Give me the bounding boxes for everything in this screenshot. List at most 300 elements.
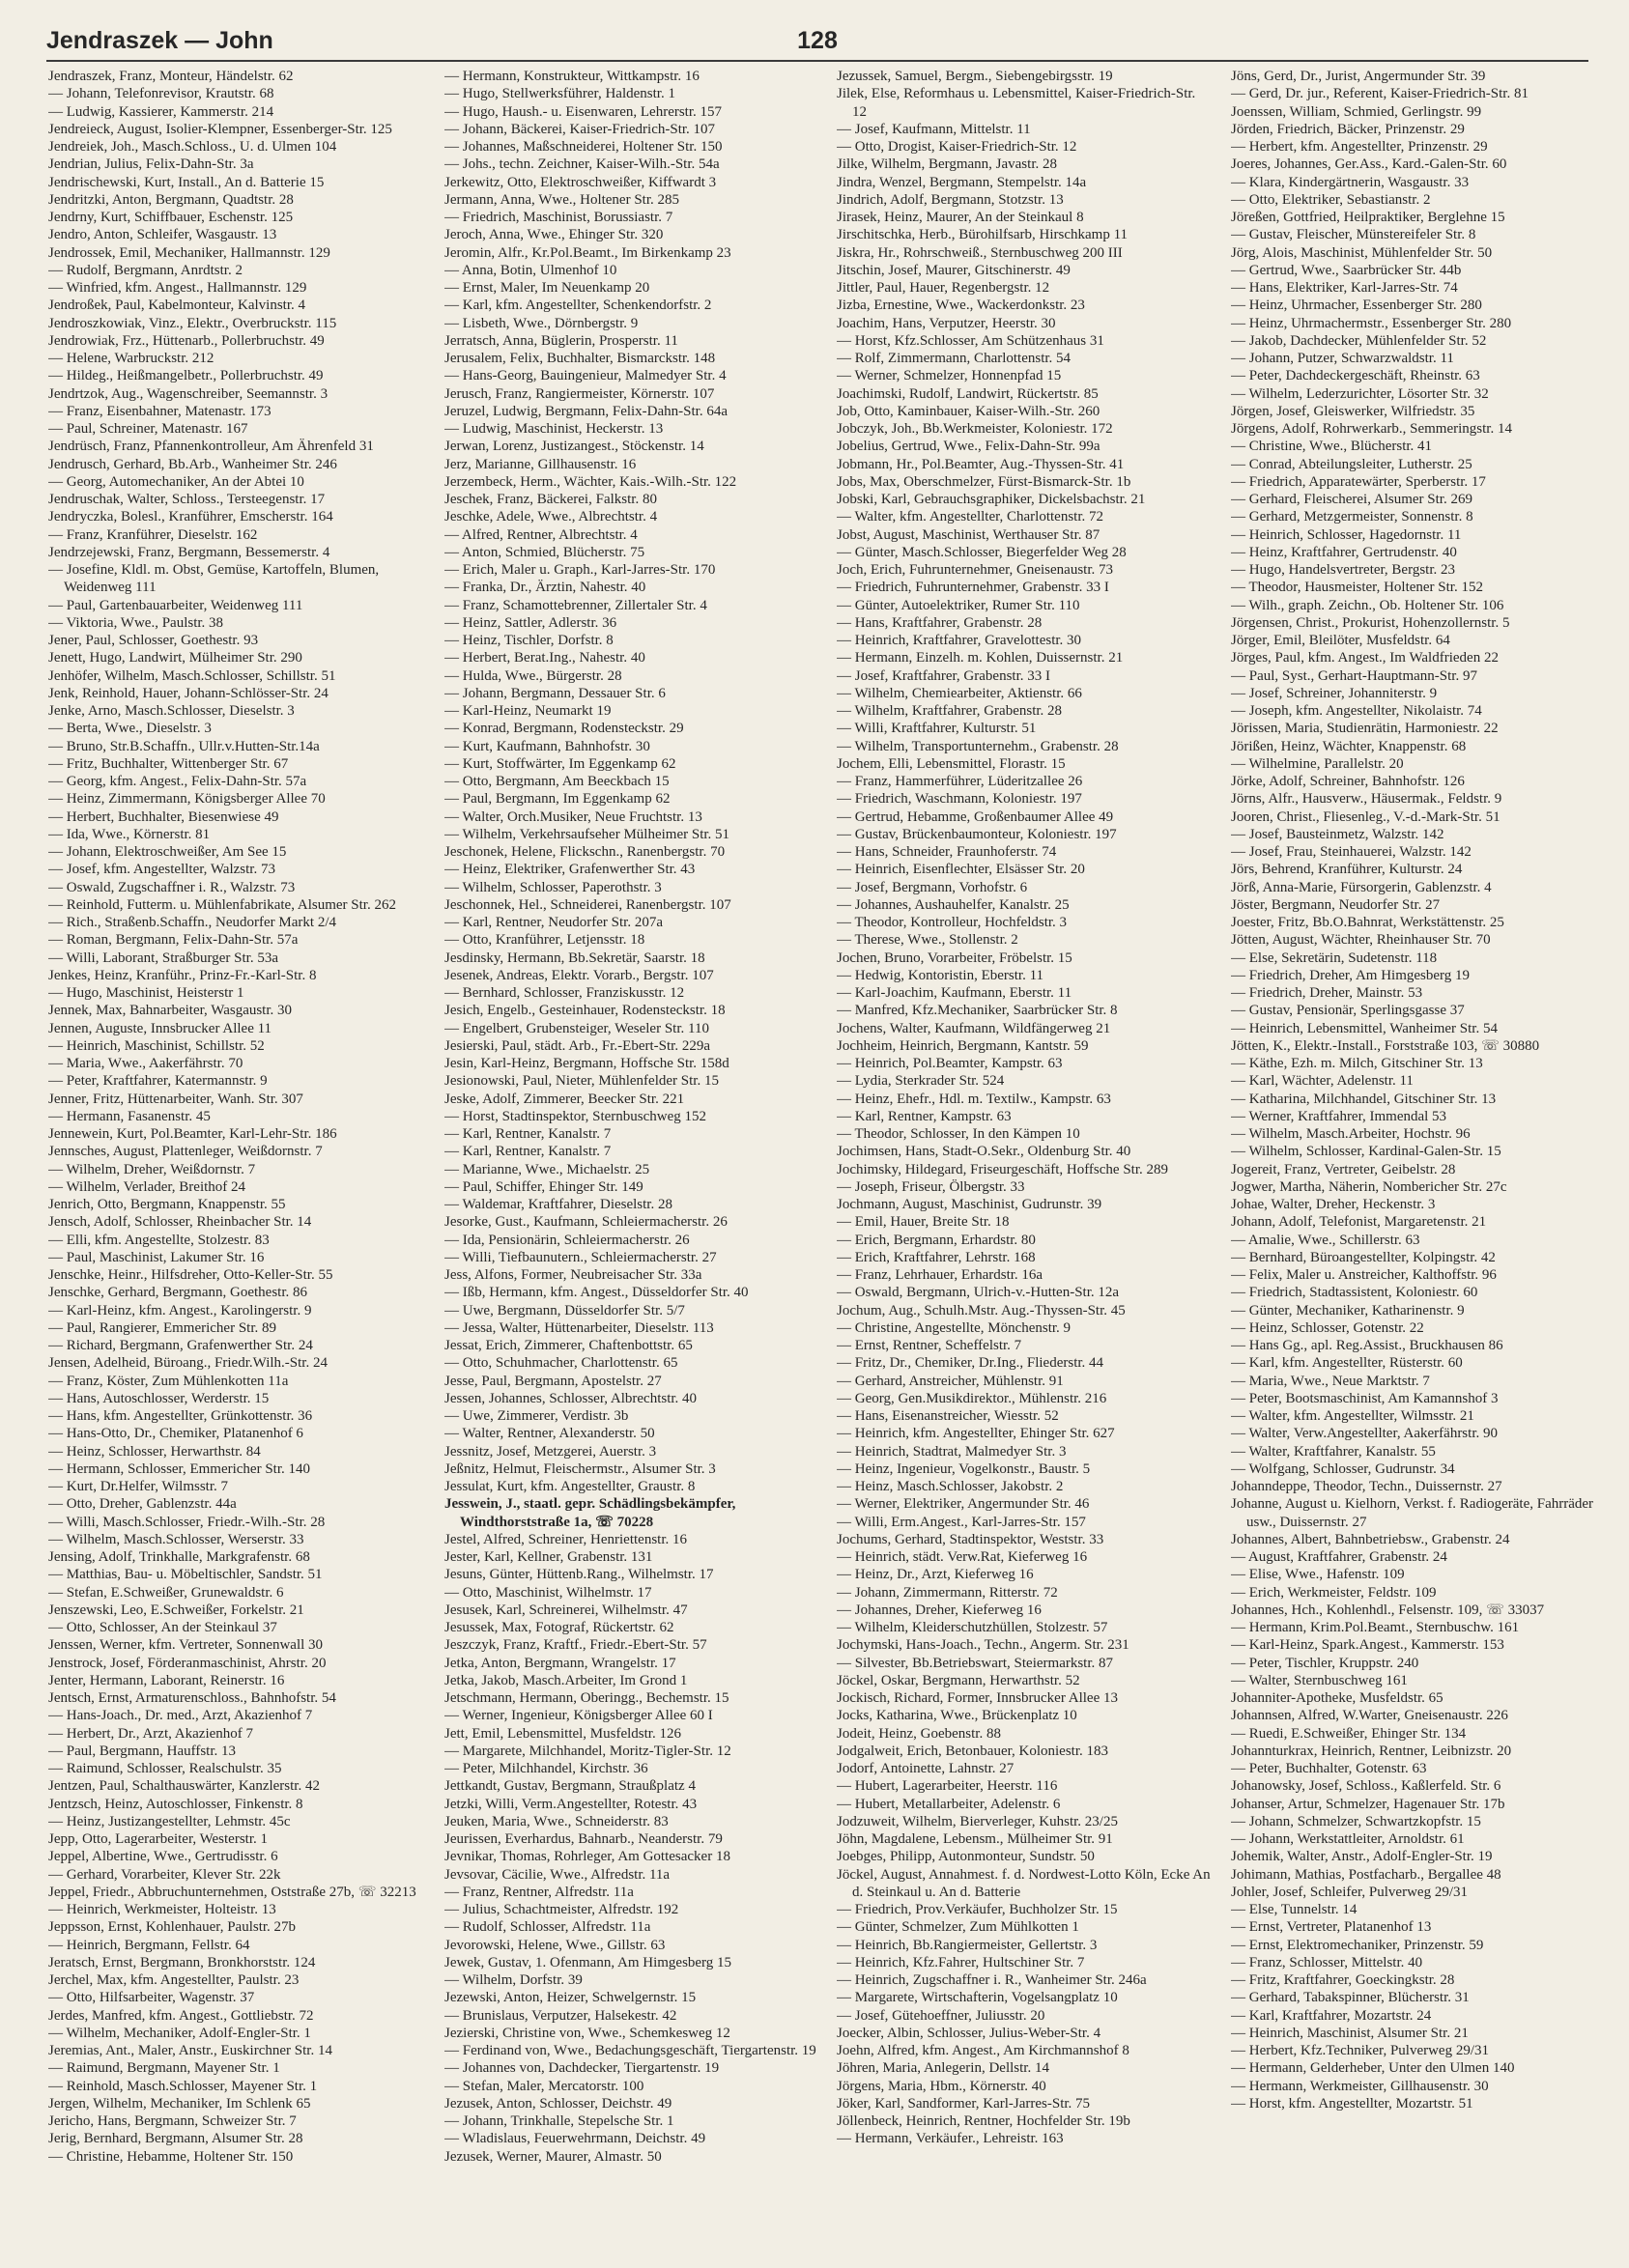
directory-entry: Jenstrock, Josef, Förderanmaschinist, Ahrstr. 20 — [48, 1655, 327, 1671]
directory-entry: — Josefine, Kldl. m. Obst, Gemüse, Kartoffeln, Blumen, Weidenweg 111 — [48, 562, 380, 596]
directory-entry: Jepp, Otto, Lagerarbeiter, Westerstr. 1 — [48, 1831, 269, 1847]
directory-entry: Jendrüsch, Franz, Pfannenkontrolleur, Am Ährenfeld 31 — [48, 439, 374, 455]
directory-entry: — Heinrich, Maschinist, Alsumer Str. 21 — [1231, 2025, 1469, 2041]
directory-entry: Johler, Josef, Schleifer, Pulverweg 29/31 — [1231, 1884, 1468, 1900]
directory-entry: — Ruedi, E.Schweißer, Ehinger Str. 134 — [1231, 1725, 1467, 1742]
directory-entry: — Heinrich, Bergmann, Fellstr. 64 — [48, 1937, 250, 1953]
directory-entry: Jirschitschka, Herb., Bürohilfsarb, Hirschkamp 11 — [837, 227, 1129, 243]
directory-entry: Jobczyk, Joh., Bb.Werkmeister, Koloniestr. 172 — [837, 421, 1113, 437]
directory-entry: — Walter, Kraftfahrer, Kanalstr. 55 — [1231, 1443, 1436, 1460]
directory-entry: Jesich, Engelb., Gesteinhauer, Rodensteckstr. 18 — [444, 1003, 726, 1019]
directory-entry: — Otto, Hilfsarbeiter, Wagenstr. 37 — [48, 1990, 255, 2006]
directory-entry: — Konrad, Bergmann, Rodensteckstr. 29 — [444, 721, 684, 737]
directory-entry: Johanne, August u. Kielhorn, Verkst. f. Radiogeräte, Fahrräder usw., Duissernstr. 27 — [1231, 1496, 1594, 1530]
directory-entry: Johimann, Mathias, Postfacharb., Bergallee 48 — [1231, 1866, 1501, 1883]
directory-entry: Jendrossek, Emil, Mechaniker, Hallmannstr. 129 — [48, 244, 330, 261]
directory-entry: — Reinhold, Futterm. u. Mühlenfabrikate, Alsumer Str. 262 — [48, 896, 396, 913]
directory-entry: — Heinz, Ingenieur, Vogelkonstr., Baustr. 5 — [837, 1460, 1091, 1477]
directory-entry: — Heinz, Elektriker, Grafenwerther Str. 43 — [444, 862, 696, 878]
directory-entry: — Gerd, Dr. jur., Referent, Kaiser-Friedrich-Str. 81 — [1231, 86, 1529, 102]
directory-entry: — Werner, Kraftfahrer, Immendal 53 — [1231, 1108, 1447, 1124]
directory-entry: Jerz, Marianne, Gillhausenstr. 16 — [444, 456, 637, 472]
directory-entry: — Lisbeth, Wwe., Dörnbergstr. 9 — [444, 315, 639, 331]
directory-entry: Jochem, Elli, Lebensmittel, Florastr. 15 — [837, 755, 1066, 772]
directory-entry: Jörger, Emil, Bleilöter, Musfeldstr. 64 — [1231, 633, 1450, 648]
directory-entry: — Bernhard, Büroangestellter, Kolpingstr. 42 — [1231, 1249, 1496, 1265]
directory-entry: — Georg, Automechaniker, An der Abtei 10 — [48, 473, 304, 490]
directory-entry: Jenschke, Heinr., Hilfsdreher, Otto-Keller-Str. 55 — [48, 1267, 333, 1283]
directory-entry: Jendruschak, Walter, Schloss., Tersteegenstr. 17 — [48, 492, 326, 507]
directory-entry: — Heinz, Uhrmacher, Essenberger Str. 280 — [1231, 298, 1482, 314]
directory-entry: Jendrzejewski, Franz, Bergmann, Bessemerstr. 4 — [48, 544, 330, 560]
directory-entry: Jendrowiak, Frz., Hüttenarb., Pollerbruchstr. 49 — [48, 332, 325, 349]
directory-entry: Jevnikar, Thomas, Rohrleger, Am Gottesacker 18 — [444, 1849, 730, 1865]
directory-entry: — Hans-Otto, Dr., Chemiker, Platanenhof 6 — [48, 1426, 303, 1442]
directory-entry: Jeppsson, Ernst, Kohlenhauer, Paulstr. 27b — [48, 1919, 297, 1936]
directory-entry: — Else, Tunnelstr. 14 — [1231, 1902, 1358, 1917]
directory-entry: Jevorowski, Helene, Wwe., Gillstr. 63 — [444, 1937, 666, 1953]
directory-entry: — Hubert, Lagerarbeiter, Heerstr. 116 — [837, 1778, 1058, 1795]
directory-entry: Johannes, Hch., Kohlenhdl., Felsenstr. 109, ☏ 33037 — [1231, 1602, 1545, 1618]
directory-entry: Jockisch, Richard, Former, Innsbrucker Allee 13 — [837, 1690, 1118, 1706]
directory-entry: — Kurt, Kaufmann, Bahnhofstr. 30 — [444, 738, 650, 754]
directory-entry: — Peter, Bootsmaschinist, Am Kamannshof 3 — [1231, 1390, 1499, 1406]
directory-entry: — Joseph, Friseur, Ölbergstr. 33 — [837, 1178, 1025, 1195]
directory-entry: — Heinz, Zimmermann, Königsberger Allee 70 — [48, 791, 326, 808]
directory-entry: Jendroszkowiak, Vinz., Elektr., Overbruckstr. 115 — [48, 315, 337, 331]
directory-entry: — Hermann, Krim.Pol.Beamt., Sternbuschw. 161 — [1231, 1620, 1520, 1635]
directory-entry: — Hugo, Stellwerksführer, Haldenstr. 1 — [444, 86, 675, 102]
directory-entry: — Erich, Werkmeister, Feldstr. 109 — [1231, 1584, 1437, 1601]
directory-entry: — Theodor, Hausmeister, Holtener Str. 152 — [1231, 580, 1483, 596]
directory-entry: — Otto, Kranführer, Letjensstr. 18 — [444, 932, 645, 949]
directory-entry: Jöllenbeck, Heinrich, Rentner, Hochfelder Str. 19b — [837, 2113, 1130, 2129]
directory-entry: — Heinz, Justizangestellter, Lehmstr. 45c — [48, 1813, 291, 1829]
directory-entry: — Raimund, Schlosser, Realschulstr. 35 — [48, 1761, 282, 1776]
directory-entry: — Ernst, Maler, Im Neuenkamp 20 — [444, 280, 650, 296]
directory-entry: — Wladislaus, Feuerwehrmann, Deichstr. 49 — [444, 2131, 706, 2147]
directory-entry: Jodzuweit, Wilhelm, Bierverleger, Kuhstr. 23/25 — [837, 1813, 1118, 1829]
directory-entry: — Josef, Schreiner, Johanniterstr. 9 — [1231, 685, 1438, 701]
directory-entry: — Gustav, Brückenbaumonteur, Koloniestr. 197 — [837, 826, 1117, 842]
directory-entry: — Fritz, Kraftfahrer, Goeckingkstr. 28 — [1231, 1972, 1455, 1988]
directory-entry: — Otto, Elektriker, Sebastianstr. 2 — [1231, 191, 1431, 208]
directory-entry: — Stefan, E.Schweißer, Grunewaldstr. 6 — [48, 1584, 284, 1601]
directory-entry: — Gertrud, Hebamme, Großenbaumer Allee 49 — [837, 808, 1114, 825]
directory-entry: — Johannes, Aushauhelfer, Kanalstr. 25 — [837, 896, 1070, 913]
directory-entry: — Hermann, Fasanenstr. 45 — [48, 1108, 211, 1124]
directory-entry: Jenssen, Werner, kfm. Vertreter, Sonnenwall 30 — [48, 1637, 324, 1654]
directory-entry: — Willi, Erm.Angest., Karl-Jarres-Str. 157 — [837, 1514, 1086, 1530]
directory-entry: Jericho, Hans, Bergmann, Schweizer Str. 7 — [48, 2113, 297, 2129]
directory-entry: Jetka, Jakob, Masch.Arbeiter, Im Grond 1 — [444, 1672, 688, 1688]
directory-entry: Jöster, Bergmann, Neudorfer Str. 27 — [1231, 896, 1441, 913]
directory-entry: — August, Kraftfahrer, Grabenstr. 24 — [1231, 1549, 1447, 1565]
directory-entry: — Peter, Tischler, Kruppstr. 240 — [1231, 1655, 1419, 1671]
column-1 — [48, 68, 423, 2251]
directory-entry: Jenke, Arno, Masch.Schlosser, Dieselstr. 3 — [48, 703, 295, 719]
directory-entry: Jesdinsky, Hermann, Bb.Sekretär, Saarstr. 18 — [444, 950, 705, 966]
directory-entry: — Otto, Dreher, Gablenzstr. 44a — [48, 1496, 237, 1513]
directory-entry: Jörden, Friedrich, Bäcker, Prinzenstr. 29 — [1231, 121, 1465, 137]
directory-entry: Jendryczka, Bolesl., Kranführer, Emscherstr. 164 — [48, 509, 333, 525]
directory-entry: Jeske, Adolf, Zimmerer, Beecker Str. 221 — [444, 1091, 685, 1107]
column-2 — [444, 68, 819, 2251]
directory-entry: — Paul, Bergmann, Hauffstr. 13 — [48, 1743, 237, 1759]
directory-entry: — Paul, Bergmann, Im Eggenkamp 62 — [444, 791, 671, 808]
directory-entry: Johanndeppe, Theodor, Techn., Duissernstr. 27 — [1231, 1479, 1502, 1494]
directory-entry: — Gertrud, Wwe., Saarbrücker Str. 44b — [1231, 262, 1462, 278]
directory-entry: — Wilhelmine, Parallelstr. 20 — [1231, 755, 1404, 772]
directory-entry: — Johann, Bergmann, Dessauer Str. 6 — [444, 685, 666, 701]
directory-entry: — Wilhelm, Schlosser, Paperothstr. 3 — [444, 879, 662, 895]
directory-entry: — Willi, Masch.Schlosser, Friedr.-Wilh.-Str. 28 — [48, 1514, 326, 1530]
directory-entry: Jerkewitz, Otto, Elektroschweißer, Kiffwardt 3 — [444, 174, 717, 190]
directory-entry: Jendrny, Kurt, Schiffbauer, Eschenstr. 125 — [48, 210, 294, 225]
directory-entry: Jennewein, Kurt, Pol.Beamter, Karl-Lehr-Str. 186 — [48, 1126, 337, 1142]
directory-entry: — Josef, Kraftfahrer, Grabenstr. 33 I — [837, 667, 1050, 684]
directory-entry: — Uwe, Bergmann, Düsseldorfer Str. 5/7 — [444, 1302, 685, 1318]
directory-entry: Jeurissen, Everhardus, Bahnarb., Neanderstr. 79 — [444, 1831, 723, 1847]
directory-entry: Jessen, Johannes, Schlosser, Albrechtstr. 40 — [444, 1390, 698, 1406]
directory-entry: — Erich, Bergmann, Erhardstr. 80 — [837, 1232, 1036, 1248]
directory-entry: — Maria, Wwe., Aakerfährstr. 70 — [48, 1056, 243, 1071]
directory-entry: — Hans, Elektriker, Karl-Jarres-Str. 74 — [1231, 280, 1458, 296]
directory-entry: — Georg, Gen.Musikdirektor., Mühlenstr. 216 — [837, 1390, 1107, 1406]
directory-entry: — Günter, Mechaniker, Katharinenstr. 9 — [1231, 1302, 1465, 1318]
directory-entry: — Walter, kfm. Angestellter, Charlottenstr. 72 — [837, 509, 1104, 525]
directory-entry: — Peter, Buchhalter, Gotenstr. 63 — [1231, 1761, 1427, 1776]
directory-entry: — Else, Sekretärin, Sudetenstr. 118 — [1231, 950, 1438, 966]
directory-entry: — Hans, Kraftfahrer, Grabenstr. 28 — [837, 614, 1043, 631]
directory-entry: — Jakob, Dachdecker, Mühlenfelder Str. 52 — [1231, 332, 1487, 349]
directory-entry: — Ida, Pensionärin, Schleiermacherstr. 26 — [444, 1232, 690, 1248]
directory-entry: Jindrich, Adolf, Bergmann, Stotzstr. 13 — [837, 191, 1064, 208]
directory-entry: — Margarete, Wirtschafterin, Vogelsangplatz 10 — [837, 1990, 1118, 2006]
directory-entry: — Werner, Elektriker, Angermunder Str. 46 — [837, 1496, 1090, 1513]
directory-entry: Jennek, Max, Bahnarbeiter, Wasgaustr. 30 — [48, 1003, 293, 1019]
directory-entry: — Ernst, Rentner, Scheffelstr. 7 — [837, 1338, 1022, 1353]
directory-entry: Jörges, Paul, kfm. Angest., Im Waldfrieden 22 — [1231, 650, 1499, 666]
directory-entry: Joehn, Alfred, kfm. Angest., Am Kirchmannshof 8 — [837, 2043, 1129, 2058]
directory-entry: — Franz, Schamottebrenner, Zillertaler Str. 4 — [444, 597, 707, 613]
directory-entry: — Franka, Dr., Ärztin, Nahestr. 40 — [444, 580, 646, 596]
directory-entry: — Karl, Kraftfahrer, Mozartstr. 24 — [1231, 2007, 1432, 2024]
directory-entry: Jörg, Alois, Maschinist, Mühlenfelder Str. 50 — [1231, 244, 1493, 261]
directory-entry: Jobmann, Hr., Pol.Beamter, Aug.-Thyssen-Str. 41 — [837, 456, 1125, 472]
directory-entry: Jeßnitz, Helmut, Fleischermstr., Alsumer Str. 3 — [444, 1460, 716, 1477]
directory-entry: — Friedrich, Waschmann, Koloniestr. 197 — [837, 791, 1082, 808]
directory-entry: — Josef, kfm. Angestellter, Walzstr. 73 — [48, 862, 275, 878]
directory-entry: — Johs., techn. Zeichner, Kaiser-Wilh.-Str. 54a — [444, 156, 720, 173]
directory-entry: — Friedrich, Dreher, Am Himgesberg 19 — [1231, 967, 1470, 983]
directory-entry: Jeremias, Ant., Maler, Anstr., Euskirchner Str. 14 — [48, 2043, 332, 2058]
directory-entry: Jentzsch, Heinz, Autoschlosser, Finkenstr. 8 — [48, 1796, 303, 1812]
directory-entry: Jendro, Anton, Schleifer, Wasgaustr. 13 — [48, 227, 277, 243]
directory-entry: — Hans, kfm. Angestellter, Grünkottenstr. 36 — [48, 1408, 313, 1424]
directory-entry: Jezussek, Samuel, Bergm., Siebengebirgsstr. 19 — [837, 69, 1113, 84]
directory-entry: — Engelbert, Grubensteiger, Weseler Str. 110 — [444, 1020, 709, 1036]
directory-entry: — Hermann, Schlosser, Emmericher Str. 140 — [48, 1460, 311, 1477]
directory-entry: — Horst, kfm. Angestellter, Mozartstr. 51 — [1231, 2095, 1473, 2112]
directory-entry: — Hans Gg., apl. Reg.Assist., Bruckhausen 86 — [1231, 1338, 1503, 1353]
directory-entry: Job, Otto, Kaminbauer, Kaiser-Wilh.-Str. 260 — [837, 403, 1100, 419]
directory-entry: — Otto, Schuhmacher, Charlottenstr. 65 — [444, 1355, 678, 1372]
directory-entry: — Karl, Rentner, Kanalstr. 7 — [444, 1144, 612, 1160]
directory-entry: — Heinz, Masch.Schlosser, Jakobstr. 2 — [837, 1479, 1064, 1494]
directory-entry: Jochmann, August, Maschinist, Gudrunstr. 39 — [837, 1197, 1102, 1212]
directory-entry: — Heinrich, Bb.Rangiermeister, Gellertstr. 3 — [837, 1937, 1098, 1953]
directory-entry: — Oswald, Bergmann, Ulrich-v.-Hutten-Str. 12a — [837, 1285, 1120, 1301]
directory-entry: — Ißb, Hermann, kfm. Angest., Düsseldorfer Str. 40 — [444, 1285, 749, 1301]
directory-entry: — Wilhelm, Dreher, Weißdornstr. 7 — [48, 1161, 256, 1177]
directory-entry: — Heinrich, Kraftfahrer, Gravelottestr. 30 — [837, 633, 1082, 648]
directory-entry: — Gustav, Pensionär, Sperlingsgasse 37 — [1231, 1003, 1465, 1019]
directory-entry: — Kurt, Dr.Helfer, Wilmsstr. 7 — [48, 1479, 228, 1494]
directory-entry: — Johann, Zimmermann, Ritterstr. 72 — [837, 1584, 1058, 1601]
directory-entry: — Heinrich, städt. Verw.Rat, Kieferweg 16 — [837, 1549, 1088, 1565]
directory-entry: Joch, Erich, Fuhrunternehmer, Gneisenaustr. 73 — [837, 562, 1113, 578]
directory-entry: Jobelius, Gertrud, Wwe., Felix-Dahn-Str. 99a — [837, 439, 1100, 455]
directory-entry: Jittler, Paul, Hauer, Regenbergstr. 12 — [837, 280, 1050, 296]
directory-entry: Jochens, Walter, Kaufmann, Wildfängerweg 21 — [837, 1020, 1111, 1036]
directory-entry: — Raimund, Bergmann, Mayener Str. 1 — [48, 2060, 280, 2077]
directory-entry: Jesusek, Karl, Schreinerei, Wilhelmstr. 47 — [444, 1602, 688, 1618]
directory-entry: Jörs, Behrend, Kranführer, Kulturstr. 24 — [1231, 862, 1463, 878]
directory-entry: — Bruno, Str.B.Schaffn., Ullr.v.Hutten-Str.14a — [48, 738, 320, 754]
directory-entry: Jensen, Adelheid, Büroang., Friedr.Wilh.-Str. 24 — [48, 1355, 328, 1372]
directory-entry: — Hans, Schneider, Fraunhoferstr. 74 — [837, 844, 1057, 860]
directory-entry: — Johannes, Dreher, Kieferweg 16 — [837, 1602, 1042, 1618]
directory-entry: — Hermann, Gelderheber, Unter den Ulmen 140 — [1231, 2060, 1515, 2077]
directory-entry: Jörns, Alfr., Hausverw., Häusermak., Feldstr. 9 — [1231, 791, 1502, 808]
directory-entry: — Hugo, Maschinist, Heisterstr 1 — [48, 985, 244, 1001]
directory-entry: — Otto, Maschinist, Wilhelmstr. 17 — [444, 1584, 652, 1601]
directory-entry: Jerdes, Manfred, kfm. Angest., Gottliebstr. 72 — [48, 2007, 314, 2024]
directory-entry: — Hans-Georg, Bauingenieur, Malmedyer Str. 4 — [444, 368, 727, 384]
directory-entry: Jochums, Gerhard, Stadtinspektor, Weststr. 33 — [837, 1531, 1104, 1547]
directory-entry: — Joseph, kfm. Angestellter, Nikolaistr. 74 — [1231, 703, 1482, 719]
directory-entry: Jodgalweit, Erich, Betonbauer, Koloniestr. 183 — [837, 1743, 1109, 1759]
directory-entry: Jezusek, Anton, Schlosser, Deichstr. 49 — [444, 2095, 672, 2112]
directory-entry: Jener, Paul, Schlosser, Goethestr. 93 — [48, 633, 259, 648]
directory-entry: Jezusek, Werner, Maurer, Almastr. 50 — [444, 2148, 662, 2165]
directory-entry: — Amalie, Wwe., Schillerstr. 63 — [1231, 1232, 1420, 1248]
directory-entry: — Herbert, kfm. Angestellter, Prinzenstr. 29 — [1231, 139, 1488, 155]
directory-entry: Jeschke, Adele, Wwe., Albrechtstr. 4 — [444, 509, 658, 525]
directory-entry: — Helene, Warbruckstr. 212 — [48, 351, 214, 366]
directory-entry: Jöker, Karl, Sandformer, Karl-Jarres-Str. 75 — [837, 2095, 1091, 2112]
directory-entry: — Hans, Autoschlosser, Werderstr. 15 — [48, 1390, 270, 1406]
directory-entry: Jessnitz, Josef, Metzgerei, Auerstr. 3 — [444, 1443, 657, 1460]
directory-entry: Jilek, Else, Reformhaus u. Lebensmittel, Kaiser-Friedrich-Str. 12 — [837, 86, 1196, 120]
directory-entry: — Paul, Schiffer, Ehinger Str. 149 — [444, 1178, 643, 1195]
directory-entry: Jendrusch, Gerhard, Bb.Arb., Wanheimer Str. 246 — [48, 456, 337, 472]
directory-entry: Jessat, Erich, Zimmerer, Chaftenbottstr. 65 — [444, 1338, 693, 1353]
directory-entry: — Johannes von, Dachdecker, Tiergartenstr. 19 — [444, 2060, 720, 2077]
directory-entry: — Rich., Straßenb.Schaffn., Neudorfer Markt 2/4 — [48, 915, 336, 930]
directory-entry: — Hans, Eisenanstreicher, Wiesstr. 52 — [837, 1408, 1059, 1424]
directory-entry: — Christine, Hebamme, Holtener Str. 150 — [48, 2148, 294, 2165]
directory-entry: Johemik, Walter, Anstr., Adolf-Engler-Str. 19 — [1231, 1849, 1493, 1865]
directory-entry: — Hermann, Einzelh. m. Kohlen, Duissernstr. 21 — [837, 650, 1124, 666]
directory-entry: Jesussek, Max, Fotograf, Rückertstr. 62 — [444, 1620, 674, 1635]
directory-entry: — Johann, Trinkhalle, Stepelsche Str. 1 — [444, 2113, 674, 2129]
directory-entry: — Walter, kfm. Angestellter, Wilmsstr. 21 — [1231, 1408, 1474, 1424]
directory-entry: — Richard, Bergmann, Grafenwerther Str. 24 — [48, 1338, 313, 1353]
directory-entry: Jendreiek, Joh., Masch.Schloss., U. d. Ulmen 104 — [48, 139, 337, 155]
directory-entry: — Karl, Rentner, Neudorfer Str. 207a — [444, 915, 664, 930]
directory-entry: — Johann, Bäckerei, Kaiser-Friedrich-Str. 107 — [444, 121, 716, 137]
directory-entry: — Friedrich, Apparatewärter, Sperberstr. 17 — [1231, 473, 1486, 490]
directory-entry: — Christine, Wwe., Blücherstr. 41 — [1231, 439, 1433, 455]
directory-entry: Jeppel, Friedr., Abbruchunternehmen, Oststraße 27b, ☏ 32213 — [48, 1884, 416, 1900]
directory-entry: — Günter, Schmelzer, Zum Mühlkotten 1 — [837, 1919, 1079, 1936]
directory-entry: — Günter, Autoelektriker, Rumer Str. 110 — [837, 597, 1080, 613]
directory-entry: — Franz, Rentner, Alfredstr. 11a — [444, 1884, 634, 1900]
directory-entry: Jörissen, Maria, Studienrätin, Harmoniestr. 22 — [1231, 721, 1499, 737]
directory-entry: — Anna, Botin, Ulmenhof 10 — [444, 262, 617, 278]
directory-entry: — Heinz, Tischler, Dorfstr. 8 — [444, 633, 614, 648]
directory-entry: — Georg, kfm. Angest., Felix-Dahn-Str. 57a — [48, 774, 307, 789]
directory-entry: Jenrich, Otto, Bergmann, Knappenstr. 55 — [48, 1197, 286, 1212]
directory-entry: — Heinrich, Zugschaffner i. R., Wanheimer Str. 246a — [837, 1972, 1147, 1988]
directory-entry: — Josef, Gütehoeffner, Juliusstr. 20 — [837, 2007, 1045, 2024]
directory-entry: Johanniter-Apotheke, Musfeldstr. 65 — [1231, 1690, 1443, 1706]
directory-entry: — Katharina, Milchhandel, Gitschiner Str. 13 — [1231, 1091, 1497, 1107]
directory-entry: — Heinrich, kfm. Angestellter, Ehinger Str. 627 — [837, 1426, 1115, 1442]
directory-entry: — Hildeg., Heißmangelbetr., Pollerbruchstr. 49 — [48, 368, 324, 384]
directory-entry: Jess, Alfons, Former, Neubreisacher Str. 33a — [444, 1267, 702, 1283]
directory-entry: Jochimsen, Hans, Stadt-O.Sekr., Oldenburg Str. 40 — [837, 1144, 1131, 1160]
directory-entry: — Julius, Schachtmeister, Alfredstr. 192 — [444, 1902, 679, 1917]
directory-entry: Jeroch, Anna, Wwe., Ehinger Str. 320 — [444, 227, 664, 243]
directory-entry: — Willi, Tiefbaunutern., Schleiermacherstr. 27 — [444, 1249, 717, 1265]
directory-entry: — Winfried, kfm. Angest., Hallmannstr. 129 — [48, 280, 307, 296]
directory-entry: — Josef, Bausteinmetz, Walzstr. 142 — [1231, 826, 1444, 842]
directory-entry: Jesuns, Günter, Hüttenb.Rang., Wilhelmstr. 17 — [444, 1567, 714, 1583]
directory-entry: — Waldemar, Kraftfahrer, Dieselstr. 28 — [444, 1197, 672, 1212]
directory-entry: — Bernhard, Schlosser, Franziskusstr. 12 — [444, 985, 685, 1001]
directory-entry: — Wilhelm, Masch.Schlosser, Werserstr. 33 — [48, 1531, 304, 1547]
directory-entry: Jetschmann, Hermann, Oberingg., Bechemstr. 15 — [444, 1690, 729, 1706]
page-number: 128 — [797, 27, 838, 54]
directory-entry: Jendrtzok, Aug., Wagenschreiber, Seemannstr. 3 — [48, 385, 329, 402]
directory-entry: Jesorke, Gust., Kaufmann, Schleiermacherstr. 26 — [444, 1214, 728, 1231]
directory-entry: — Heinrich, Pol.Beamter, Kampstr. 63 — [837, 1056, 1063, 1071]
directory-entry: — Marianne, Wwe., Michaelstr. 25 — [444, 1161, 650, 1177]
directory-entry: — Peter, Dachdeckergeschäft, Rheinstr. 63 — [1231, 368, 1480, 384]
directory-entry: Johannes, Albert, Bahnbetriebsw., Grabenstr. 24 — [1231, 1531, 1510, 1547]
column-4 — [1231, 68, 1606, 2251]
directory-entry: Jenk, Reinhold, Hauer, Johann-Schlösser-Str. 24 — [48, 685, 329, 701]
directory-entry: Jesierski, Paul, städt. Arb., Fr.-Ebert-Str. 229a — [444, 1037, 710, 1054]
directory-entry: Jocks, Katharina, Wwe., Brückenplatz 10 — [837, 1708, 1077, 1724]
directory-entry: — Josef, Frau, Steinhauerei, Walzstr. 142 — [1231, 844, 1472, 860]
directory-entry: Jobski, Karl, Gebrauchsgraphiker, Dickelsbachstr. 21 — [837, 492, 1146, 507]
directory-entry: — Heinrich, Kfz.Fahrer, Hultschiner Str. 7 — [837, 1954, 1085, 1970]
directory-entry: — Karl, Wächter, Adelenstr. 11 — [1231, 1073, 1414, 1090]
directory-entry: — Rudolf, Schlosser, Alfredstr. 11a — [444, 1919, 651, 1936]
directory-entry: Jenett, Hugo, Landwirt, Mülheimer Str. 290 — [48, 650, 302, 666]
directory-entry: — Karl-Heinz, Neumarkt 19 — [444, 703, 612, 719]
directory-entry: — Therese, Wwe., Stollenstr. 2 — [837, 932, 1018, 949]
directory-entry: — Karl-Heinz, kfm. Angest., Karolingerstr. 9 — [48, 1302, 312, 1318]
directory-entry: Jennsches, August, Plattenleger, Weißdornstr. 7 — [48, 1144, 323, 1160]
directory-entry: — Herbert, Buchhalter, Biesenwiese 49 — [48, 808, 279, 825]
directory-entry: — Franz, Lehrhauer, Erhardstr. 16a — [837, 1267, 1043, 1283]
column-3 — [837, 68, 1212, 2251]
directory-entry: Johae, Walter, Dreher, Heckenstr. 3 — [1231, 1197, 1436, 1212]
directory-entry: Jobst, August, Maschinist, Werthauser Str. 87 — [837, 526, 1100, 543]
header-rule — [46, 60, 1588, 62]
directory-entry: — Karl, kfm. Angestellter, Rüsterstr. 60 — [1231, 1355, 1463, 1372]
directory-entry: Jeszczyk, Franz, Kraftf., Friedr.-Ebert-Str. 57 — [444, 1637, 707, 1654]
directory-entry: — Ida, Wwe., Körnerstr. 81 — [48, 826, 211, 842]
directory-entry: Johannsen, Alfred, W.Warter, Gneisenaustr. 226 — [1231, 1708, 1508, 1724]
directory-entry: Jenschke, Gerhard, Bergmann, Goethestr. 86 — [48, 1285, 307, 1301]
directory-entry: — Otto, Schlosser, An der Steinkaul 37 — [48, 1620, 277, 1635]
directory-entry: — Friedrich, Maschinist, Borussiastr. 7 — [444, 210, 673, 225]
directory-entry: Jett, Emil, Lebensmittel, Musfeldstr. 126 — [444, 1725, 681, 1742]
directory-entry: — Heinz, Ehefr., Hdl. m. Textilw., Kampstr. 63 — [837, 1091, 1111, 1107]
directory-entry: — Erich, Maler u. Graph., Karl-Jarres-Str. 170 — [444, 562, 716, 578]
directory-entry: Jötten, August, Wächter, Rheinhauser Str. 70 — [1231, 932, 1491, 949]
directory-entry: Jerwan, Lorenz, Justizangest., Stöckenstr. 14 — [444, 439, 704, 455]
directory-entry: — Wilhelm, Verkehrsaufseher Mülheimer Str. 51 — [444, 826, 730, 842]
directory-entry: — Hermann, Werkmeister, Gillhausenstr. 30 — [1231, 2078, 1489, 2094]
directory-entry: — Gerhard, Vorarbeiter, Klever Str. 22k — [48, 1866, 281, 1883]
directory-entry: Jochimsky, Hildegard, Friseurgeschäft, Hoffsche Str. 289 — [837, 1161, 1169, 1177]
directory-entry: — Willi, Kraftfahrer, Kulturstr. 51 — [837, 721, 1037, 737]
directory-entry: Jochum, Aug., Schulh.Mstr. Aug.-Thyssen-Str. 45 — [837, 1302, 1126, 1318]
directory-entry: — Fritz, Dr., Chemiker, Dr.Ing., Fliederstr. 44 — [837, 1355, 1104, 1372]
directory-entry: Johann, Adolf, Telefonist, Margaretenstr. 21 — [1231, 1214, 1487, 1231]
directory-entry: Jörgen, Josef, Gleiswerker, Wilfriedstr. 35 — [1231, 403, 1475, 419]
directory-entry: Jensch, Adolf, Schlosser, Rheinbacher Str. 14 — [48, 1214, 312, 1231]
directory-entry: — Lydia, Sterkrader Str. 524 — [837, 1073, 1005, 1090]
directory-entry: — Heinrich, Lebensmittel, Wanheimer Str. 54 — [1231, 1020, 1498, 1036]
directory-entry: — Heinrich, Eisenflechter, Elsässer Str. 20 — [837, 862, 1085, 878]
directory-entry: Jörgensen, Christ., Prokurist, Hohenzollernstr. 5 — [1231, 614, 1510, 631]
directory-entry: — Franz, Hammerführer, Lüderitzallee 26 — [837, 774, 1083, 789]
directory-entry: — Hans-Joach., Dr. med., Arzt, Akazienhof 7 — [48, 1708, 313, 1724]
directory-entry: — Jessa, Walter, Hüttenarbeiter, Dieselstr. 113 — [444, 1319, 714, 1336]
directory-entry: Jeschonnek, Hel., Schneiderei, Ranenbergstr. 107 — [444, 896, 731, 913]
directory-entry: — Karl, Rentner, Kanalstr. 7 — [444, 1126, 612, 1142]
directory-entry: Joachimski, Rudolf, Landwirt, Rückertstr. 85 — [837, 385, 1099, 402]
directory-entry: — Emil, Hauer, Breite Str. 18 — [837, 1214, 1010, 1231]
directory-entry: — Ludwig, Kassierer, Kammerstr. 214 — [48, 103, 274, 120]
directory-entry: Joachim, Hans, Verputzer, Heerstr. 30 — [837, 315, 1056, 331]
directory-entry: — Herbert, Berat.Ing., Nahestr. 40 — [444, 650, 645, 666]
directory-entry: — Wilhelm, Verlader, Breithof 24 — [48, 1178, 246, 1195]
directory-entry: — Hulda, Wwe., Bürgerstr. 28 — [444, 667, 622, 684]
directory-entry: — Fritz, Buchhalter, Wittenberger Str. 67 — [48, 755, 289, 772]
directory-entry: Jerig, Bernhard, Bergmann, Alsumer Str. 28 — [48, 2131, 303, 2147]
directory-entry: Jindra, Wenzel, Bergmann, Stempelstr. 14a — [837, 174, 1087, 190]
directory-entry: — Werner, Schmelzer, Honnenpfad 15 — [837, 368, 1062, 384]
directory-entry: — Peter, Milchhandel, Kirchstr. 36 — [444, 1761, 648, 1776]
directory-entry: — Friedrich, Dreher, Mainstr. 53 — [1231, 985, 1423, 1001]
directory-entry: — Erich, Kraftfahrer, Lehrstr. 168 — [837, 1249, 1036, 1265]
directory-entry: — Klara, Kindergärtnerin, Wasgaustr. 33 — [1231, 174, 1470, 190]
directory-entry: Jetka, Anton, Bergmann, Wrangelstr. 17 — [444, 1655, 676, 1671]
directory-entry: — Paul, Syst., Gerhart-Hauptmann-Str. 97 — [1231, 667, 1477, 684]
directory-entry: Jizba, Ernestine, Wwe., Wackerdonkstr. 23 — [837, 298, 1085, 314]
directory-entry: — Heinz, Kraftfahrer, Gertrudenstr. 40 — [1231, 544, 1457, 560]
directory-entry: — Heinrich, Maschinist, Schillstr. 52 — [48, 1037, 265, 1054]
